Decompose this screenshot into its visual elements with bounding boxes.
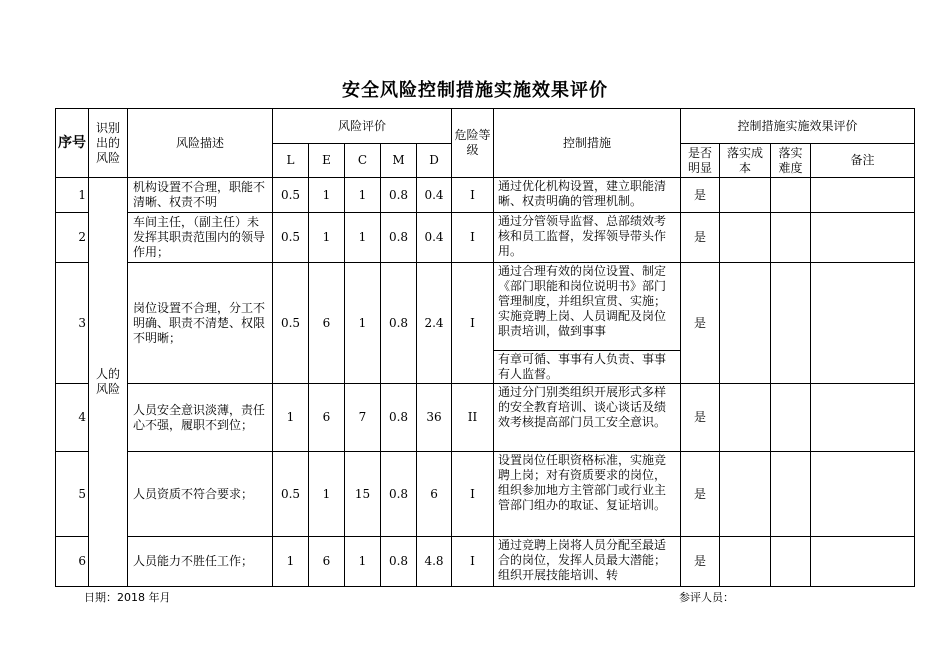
row-C: 1 bbox=[345, 537, 381, 587]
header-M: M bbox=[381, 144, 417, 178]
row-level: I bbox=[452, 452, 494, 537]
risk-evaluation-table bbox=[55, 108, 915, 587]
table-row bbox=[56, 213, 915, 263]
row-measure: 通过优化机构设置，建立职能清晰、权责明确的管理机制。 bbox=[494, 178, 681, 213]
row-desc: 机构设置不合理，职能不清晰、权责不明 bbox=[128, 178, 273, 213]
row-measure bbox=[494, 263, 681, 384]
row-M: 0.8 bbox=[381, 537, 417, 587]
row-D: 36 bbox=[417, 384, 452, 452]
header-D: D bbox=[417, 144, 452, 178]
row-seq: 1 bbox=[56, 178, 89, 213]
row-L: 0.5 bbox=[273, 263, 309, 384]
row-desc: 人员安全意识淡薄，责任心不强，履职不到位； bbox=[128, 384, 273, 452]
row-C: 15 bbox=[345, 452, 381, 537]
row-M: 0.8 bbox=[381, 384, 417, 452]
row-M: 0.8 bbox=[381, 452, 417, 537]
row-E: 1 bbox=[309, 213, 345, 263]
row-cost bbox=[720, 263, 771, 384]
row-desc: 车间主任，（副主任）未发挥其职责范围内的领导作用； bbox=[128, 213, 273, 263]
row-cost bbox=[720, 213, 771, 263]
table-row bbox=[56, 384, 915, 452]
row-remark bbox=[811, 213, 915, 263]
row-M: 0.8 bbox=[381, 213, 417, 263]
header-C: C bbox=[345, 144, 381, 178]
row-cost bbox=[720, 178, 771, 213]
row-remark bbox=[811, 263, 915, 384]
row-seq: 4 bbox=[56, 384, 89, 452]
row-D: 2.4 bbox=[417, 263, 452, 384]
footer-date: 日期：2018 年月 bbox=[84, 591, 171, 604]
header-desc: 风险描述 bbox=[128, 109, 273, 178]
header-obvious: 是否明显 bbox=[681, 144, 720, 178]
row-E: 1 bbox=[309, 452, 345, 537]
row-desc: 人员资质不符合要求； bbox=[128, 452, 273, 537]
row-measure: 设置岗位任职资格标准，实施竞聘上岗；对有资质要求的岗位，组织参加地方主管部门或行业主管部门组办的取证、复证培训。 bbox=[494, 452, 681, 537]
row-E: 6 bbox=[309, 384, 345, 452]
header-cost: 落实成本 bbox=[720, 144, 771, 178]
header-measure: 控制措施 bbox=[494, 109, 681, 178]
row-remark bbox=[811, 384, 915, 452]
row-measure-part2: 有章可循、事事有人负责、事事有人监督。 bbox=[498, 352, 667, 381]
row-E: 1 bbox=[309, 178, 345, 213]
row-desc: 人员能力不胜任工作； bbox=[128, 537, 273, 587]
risk-source-group: 人的风险 bbox=[89, 178, 128, 587]
row-D: 6 bbox=[417, 452, 452, 537]
row-seq: 3 bbox=[56, 263, 89, 384]
row-remark bbox=[811, 452, 915, 537]
row-D: 0.4 bbox=[417, 178, 452, 213]
row-seq: 5 bbox=[56, 452, 89, 537]
row-desc: 岗位设置不合理，分工不明确、职责不清楚、权限不明晰； bbox=[128, 263, 273, 384]
header-L: L bbox=[273, 144, 309, 178]
table-row bbox=[56, 452, 915, 537]
row-E: 6 bbox=[309, 537, 345, 587]
row-seq: 6 bbox=[56, 537, 89, 587]
header-difficulty: 落实难度 bbox=[771, 144, 811, 178]
row-M: 0.8 bbox=[381, 263, 417, 384]
row-obvious: 是 bbox=[681, 178, 720, 213]
row-obvious: 是 bbox=[681, 537, 720, 587]
table-row bbox=[56, 537, 915, 587]
footer-reviewer: 参评人员： bbox=[679, 591, 734, 604]
table-row bbox=[56, 178, 915, 213]
row-L: 1 bbox=[273, 537, 309, 587]
row-measure-part1: 通过合理有效的岗位设置、制定《部门职能和岗位说明书》部门管理制度，并组织宣贯、实施；实施竞聘上岗、人员调配及岗位职责培训，做到事事 bbox=[494, 263, 680, 351]
row-cost bbox=[720, 537, 771, 587]
row-obvious: 是 bbox=[681, 452, 720, 537]
header-level: 危险等级 bbox=[452, 109, 494, 178]
header-seq: 序号 bbox=[56, 109, 89, 178]
row-D: 4.8 bbox=[417, 537, 452, 587]
row-remark bbox=[811, 178, 915, 213]
row-level: I bbox=[452, 263, 494, 384]
row-L: 0.5 bbox=[273, 213, 309, 263]
row-level: I bbox=[452, 213, 494, 263]
header-remark: 备注 bbox=[811, 144, 915, 178]
row-M: 0.8 bbox=[381, 178, 417, 213]
header-E: E bbox=[309, 144, 345, 178]
row-obvious: 是 bbox=[681, 213, 720, 263]
row-D: 0.4 bbox=[417, 213, 452, 263]
row-difficulty bbox=[771, 178, 811, 213]
document-title: 安全风险控制措施实施效果评价 bbox=[342, 80, 608, 101]
row-level: I bbox=[452, 537, 494, 587]
header-row-1 bbox=[56, 109, 915, 144]
header-effect: 控制措施实施效果评价 bbox=[681, 109, 915, 144]
row-L: 0.5 bbox=[273, 452, 309, 537]
row-cost bbox=[720, 384, 771, 452]
row-seq: 2 bbox=[56, 213, 89, 263]
row-L: 1 bbox=[273, 384, 309, 452]
row-difficulty bbox=[771, 537, 811, 587]
row-E: 6 bbox=[309, 263, 345, 384]
row-difficulty bbox=[771, 213, 811, 263]
row-difficulty bbox=[771, 384, 811, 452]
row-L: 0.5 bbox=[273, 178, 309, 213]
row-measure: 通过分门别类组织开展形式多样的安全教育培训、谈心谈话及绩效考核提高部门员工安全意识。 bbox=[494, 384, 681, 452]
row-C: 1 bbox=[345, 178, 381, 213]
row-cost bbox=[720, 452, 771, 537]
header-source: 识别出的风险 bbox=[89, 109, 128, 178]
row-level: I bbox=[452, 178, 494, 213]
table-row bbox=[56, 263, 915, 384]
row-difficulty bbox=[771, 263, 811, 384]
row-measure: 通过竞聘上岗将人员分配至最适合的岗位，发挥人员最大潜能；组织开展技能培训、转 bbox=[494, 537, 681, 587]
row-remark bbox=[811, 537, 915, 587]
row-C: 1 bbox=[345, 213, 381, 263]
row-measure: 通过分管领导监督、总部绩效考核和员工监督，发挥领导带头作用。 bbox=[494, 213, 681, 263]
row-difficulty bbox=[771, 452, 811, 537]
row-C: 1 bbox=[345, 263, 381, 384]
row-obvious: 是 bbox=[681, 384, 720, 452]
header-risk-eval: 风险评价 bbox=[273, 109, 452, 144]
row-level: II bbox=[452, 384, 494, 452]
row-C: 7 bbox=[345, 384, 381, 452]
row-obvious: 是 bbox=[681, 263, 720, 384]
